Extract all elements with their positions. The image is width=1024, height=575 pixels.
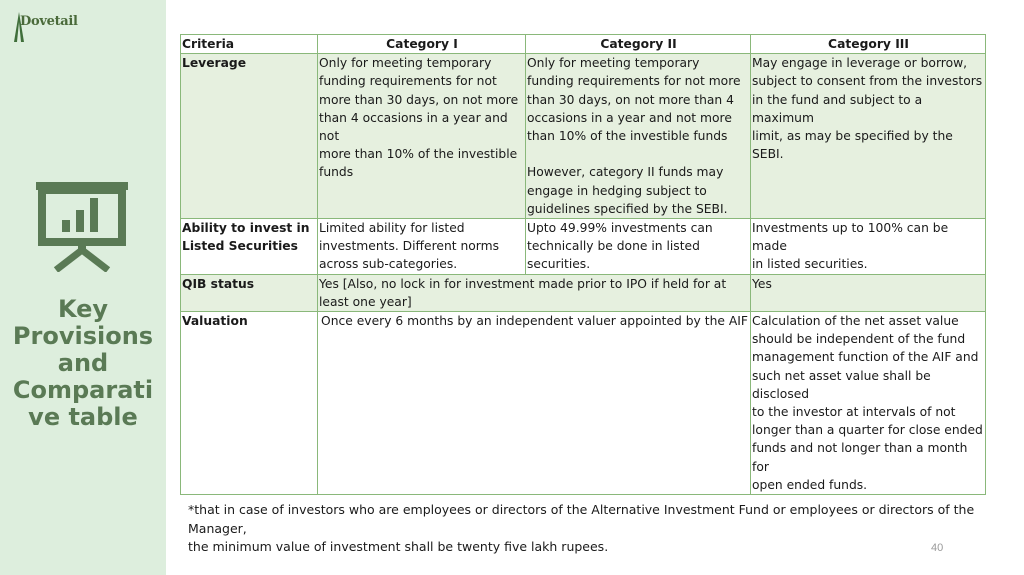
cell-category-2: Upto 49.99% investments can technically be done in listed securities. [526, 219, 751, 275]
title-line: Key [57, 295, 109, 323]
table-row-valuation [181, 312, 986, 495]
title-line: Comparati [12, 376, 154, 404]
title-line: Provisions [12, 322, 154, 350]
logo-text: Dovetail [20, 14, 78, 29]
table-header-row [181, 35, 986, 54]
header-category-3: Category III [751, 35, 986, 54]
cell-criteria: Valuation [181, 312, 318, 495]
slide-title [0, 296, 166, 431]
header-category-2: Category II [526, 35, 751, 54]
comparison-table [180, 34, 986, 495]
cell-category-1: Only for meeting temporary funding requirements for not more than 30 days, on not more than 4 occasions in a year and not more than 10% of the investible funds [318, 54, 526, 219]
cell-category-3: Investments up to 100% can be made in listed securities. [751, 219, 986, 275]
cell-criteria: Leverage [181, 54, 318, 219]
page-number: 40 [931, 542, 944, 554]
cell-criteria: QIB status [181, 274, 318, 311]
header-criteria: Criteria [181, 35, 318, 54]
cell-category-1: Limited ability for listed investments. Different norms across sub-categories. [318, 219, 526, 275]
title-line: and [57, 349, 109, 377]
header-category-1: Category I [318, 35, 526, 54]
cell-category-2: Only for meeting temporary funding requirements for not more than 30 days, on not more than 4 occasions in a year and not more than 10% of the investible funds However, category II funds may engage in hedging subject to guidelines specified by the SEBI. [526, 54, 751, 219]
cell-category-3: May engage in leverage or borrow, subject to consent from the investors in the fund and subject to a maximum limit, as may be specified by the SEBI. [751, 54, 986, 219]
table-row-listed-securities [181, 219, 986, 275]
sidebar [0, 0, 166, 575]
presentation-chart-icon [34, 180, 130, 272]
cell-category-1-2: Once every 6 months by an independent valuer appointed by the AIF [318, 312, 751, 495]
cell-category-3: Calculation of the net asset value should be independent of the fund management function of the AIF and such net asset value shall be disclosed to the investor at intervals of not longer than a quarter for close ended funds and not longer than a month for open ended funds. [751, 312, 986, 495]
title-line: ve table [28, 403, 138, 431]
cell-criteria: Ability to invest in Listed Securities [181, 219, 318, 275]
footnote: *that in case of investors who are employees or directors of the Alternative Investment Fund or employees or directors of the Manager, the minimum value of investment shall be twenty five lakh rupees. [188, 502, 975, 554]
table-row-leverage [181, 54, 986, 219]
table-row-qib-status [181, 274, 986, 311]
cell-category-3: Yes [751, 274, 986, 311]
cell-category-1-2: Yes [Also, no lock in for investment made prior to IPO if held for at least one year] [318, 274, 751, 311]
